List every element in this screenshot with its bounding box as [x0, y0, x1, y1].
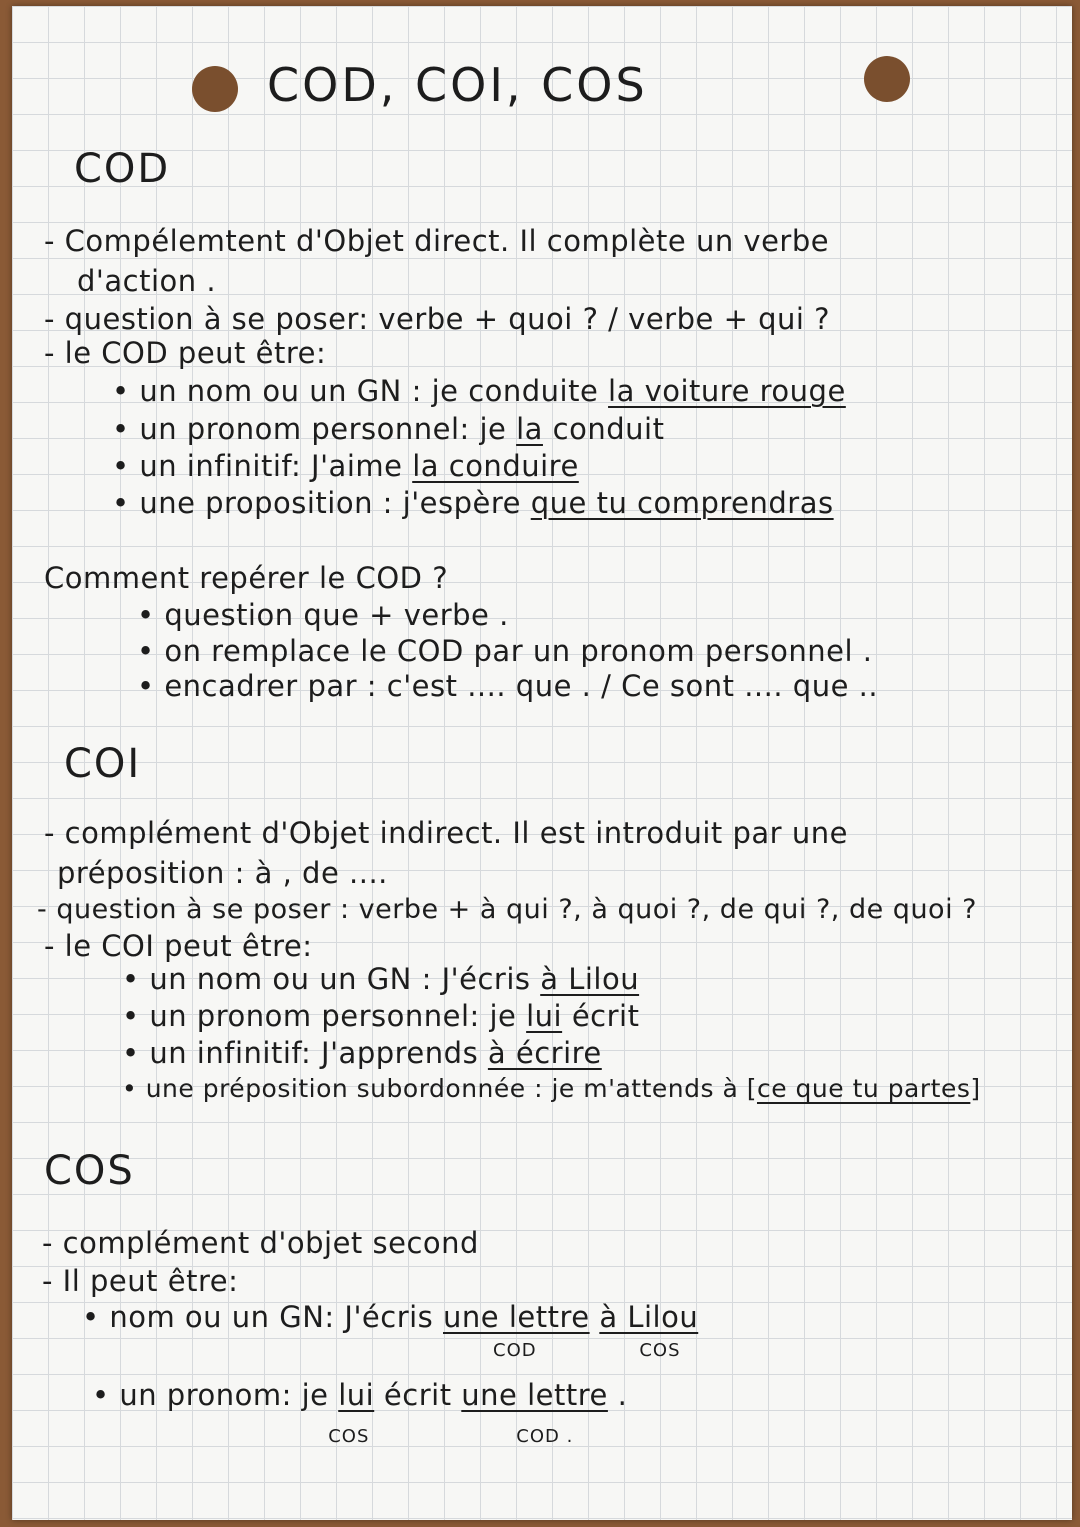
item-text: écrit	[374, 1378, 462, 1412]
cod-item	[112, 374, 846, 408]
underlined-example: à Lilou	[540, 962, 640, 996]
cos-line: - complément d'objet second	[42, 1226, 479, 1260]
item-text: • une préposition subordonnée : je m'attends à [	[122, 1074, 757, 1103]
cod-label: COD	[493, 1340, 537, 1361]
cod-item	[112, 449, 579, 483]
item-text: conduit	[542, 412, 665, 446]
item-text: • un nom ou un GN : je conduite	[112, 374, 609, 408]
punch-hole-left	[192, 66, 238, 112]
item-text: écrit	[562, 999, 640, 1033]
cod-line: - question à se poser: verbe + quoi ? / verbe + qui ?	[44, 302, 831, 336]
coi-item	[122, 999, 639, 1033]
cod-line: - le COD peut être:	[44, 336, 327, 370]
cod-line: d'action .	[77, 264, 217, 298]
cos-example-1	[82, 1300, 699, 1361]
item-text: • un nom ou un GN : J'écris	[122, 962, 541, 996]
cod-label: COD .	[516, 1426, 574, 1447]
underlined-example: ce que tu partes	[756, 1074, 971, 1103]
item-text: • une proposition : j'espère	[112, 486, 531, 520]
item-text: • un pronom personnel: je	[112, 412, 517, 446]
coi-item	[122, 962, 639, 996]
item-text: • un infinitif: J'apprends	[122, 1036, 488, 1070]
coi-item	[122, 1036, 602, 1070]
underlined-example: la voiture rouge	[608, 374, 846, 408]
cos-example-2	[92, 1378, 628, 1447]
how-item: • encadrer par : c'est .... que . / Ce sont .... que ..	[137, 669, 879, 703]
underlined-example: que tu comprendras	[530, 486, 834, 520]
underlined-example: la conduire	[412, 449, 579, 483]
cos-example: à Lilou	[599, 1300, 699, 1334]
cod-example: une lettre	[443, 1300, 590, 1334]
cos-example: lui	[338, 1378, 375, 1412]
underlined-example: la	[516, 412, 543, 446]
item-text: • nom ou un GN: J'écris	[82, 1300, 444, 1334]
coi-line: - question à se poser : verbe + à qui ?, à quoi ?, de qui ?, de quoi ?	[37, 894, 977, 925]
item-text: ]	[970, 1074, 981, 1103]
cod-example: une lettre	[461, 1378, 608, 1412]
coi-line: préposition : à , de ....	[57, 856, 388, 890]
cos-label: COS	[328, 1426, 370, 1447]
cod-item	[112, 412, 664, 446]
punch-hole-right	[864, 56, 910, 102]
cod-heading: COD	[74, 146, 171, 192]
coi-line: - complément d'Objet indirect. Il est introduit par une	[44, 816, 848, 850]
cod-item	[112, 486, 834, 520]
how-item: • on remplace le COD par un pronom personnel .	[137, 634, 873, 668]
how-item: • question que + verbe .	[137, 598, 509, 632]
item-text: .	[607, 1378, 628, 1412]
item-text: • un infinitif: J'aime	[112, 449, 413, 483]
item-text: • un pronom: je	[92, 1378, 339, 1412]
page-title: COD, COI, COS	[267, 58, 648, 112]
coi-item	[122, 1074, 981, 1103]
coi-line: - le COI peut être:	[44, 929, 313, 963]
cos-label: COS	[639, 1340, 681, 1361]
underlined-example: à écrire	[487, 1036, 602, 1070]
item-text: • un pronom personnel: je	[122, 999, 527, 1033]
how-to-find-title: Comment repérer le COD ?	[44, 561, 449, 595]
coi-heading: COI	[64, 741, 142, 787]
cod-line: - Compélemtent d'Objet direct. Il complète un verbe	[44, 224, 830, 258]
underlined-example: lui	[526, 999, 563, 1033]
grid-paper-sheet	[12, 6, 1072, 1520]
cos-line: - Il peut être:	[42, 1264, 239, 1298]
cos-heading: COS	[44, 1148, 135, 1194]
